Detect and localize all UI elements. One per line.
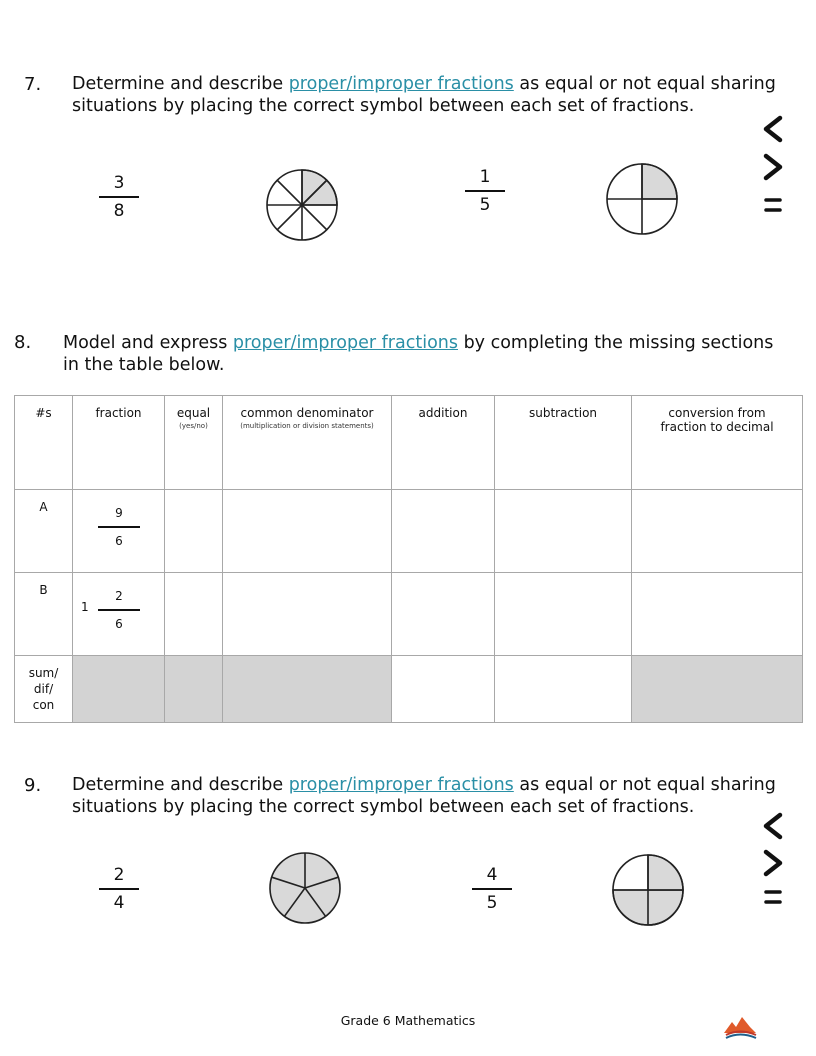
less-than-icon	[766, 118, 780, 140]
table-row	[15, 573, 803, 656]
header-addition: addition	[392, 396, 495, 490]
proper-improper-fractions-link[interactable]: proper/improper fractions	[288, 74, 514, 94]
fraction	[98, 587, 140, 633]
row-a-conversion-cell[interactable]	[632, 490, 803, 573]
question-8-number: 8.	[14, 332, 32, 353]
numerator: 4	[486, 865, 498, 885]
greater-than-icon	[766, 852, 780, 874]
comparison-symbols-2	[760, 811, 786, 917]
header-conversion-label: conversion from fraction to decimal	[660, 406, 774, 434]
q7-fraction-1	[99, 170, 139, 224]
denominator: 4	[113, 893, 125, 913]
summary-subtraction-cell[interactable]	[495, 656, 632, 723]
row-b-common-cell[interactable]	[223, 573, 392, 656]
summary-common-cell	[223, 656, 392, 723]
row-a-equal-cell[interactable]	[165, 490, 223, 573]
less-than-icon	[766, 815, 780, 837]
q7-circle-quarters	[604, 161, 680, 237]
question-7-number: 7.	[24, 74, 42, 95]
row-b-subtraction-cell[interactable]	[495, 573, 632, 656]
denominator: 6	[115, 533, 123, 548]
table-row-summary	[15, 656, 803, 723]
fraction-table	[14, 395, 803, 723]
row-a-addition-cell[interactable]	[392, 490, 495, 573]
header-common-sub: (multiplication or division statements)	[240, 422, 374, 430]
question-8-text-start: Model and express	[63, 333, 233, 353]
header-equal-sub: (yes/no)	[179, 422, 208, 430]
question-8-text	[63, 332, 783, 376]
row-b-fraction	[73, 573, 165, 656]
numerator: 3	[113, 173, 125, 193]
header-conversion	[632, 396, 803, 490]
table-header-row	[15, 396, 803, 490]
row-b-addition-cell[interactable]	[392, 573, 495, 656]
fraction-bar	[98, 526, 140, 528]
row-b-equal-cell[interactable]	[165, 573, 223, 656]
proper-improper-fractions-link[interactable]: proper/improper fractions	[288, 775, 514, 795]
q9-circle-fifths	[267, 850, 343, 926]
question-9-text-start: Determine and describe	[72, 775, 289, 795]
denominator: 8	[113, 201, 125, 221]
numerator: 2	[113, 865, 125, 885]
footer-text: Grade 6 Mathematics	[340, 1013, 476, 1028]
header-equal	[165, 396, 223, 490]
table-row	[15, 490, 803, 573]
summary-conversion-cell	[632, 656, 803, 723]
row-b-conversion-cell[interactable]	[632, 573, 803, 656]
row-label-b: B	[15, 573, 73, 656]
denominator: 5	[479, 195, 491, 215]
numerator: 9	[115, 506, 123, 520]
header-nums: #s	[15, 396, 73, 490]
header-common-label: common denominator	[240, 406, 374, 420]
proper-improper-fractions-link[interactable]: proper/improper fractions	[232, 333, 458, 353]
comparison-symbols-1	[760, 114, 786, 220]
row-a-subtraction-cell[interactable]	[495, 490, 632, 573]
q9-fraction-2	[472, 862, 512, 916]
question-7-text-start: Determine and describe	[72, 74, 289, 94]
question-9-number: 9.	[24, 775, 42, 796]
whole-number: 1	[81, 600, 89, 614]
greater-than-icon	[766, 156, 780, 178]
header-fraction: fraction	[73, 396, 165, 490]
question-8-text-end: by completing the missing sections in the table below.	[63, 333, 774, 375]
summary-equal-cell	[165, 656, 223, 723]
q9-circle-quarters	[610, 852, 686, 928]
row-label-a: A	[15, 490, 73, 573]
header-equal-label: equal	[176, 406, 211, 420]
numerator: 2	[115, 589, 123, 603]
header-common-denominator	[223, 396, 392, 490]
question-9-text-end: as equal or not equal sharing situations by placing the correct symbol between each set of fractions.	[72, 775, 776, 817]
row-a-common-cell[interactable]	[223, 490, 392, 573]
fraction	[98, 504, 140, 550]
q9-fraction-1	[99, 862, 139, 916]
denominator: 5	[486, 893, 498, 913]
q7-circle-eighths	[264, 167, 340, 243]
question-7-text	[72, 73, 782, 117]
fraction-bar	[98, 609, 140, 611]
question-9-text	[72, 774, 782, 818]
summary-fraction-cell	[73, 656, 165, 723]
mountain-logo-icon	[722, 1013, 758, 1039]
denominator: 6	[115, 616, 123, 631]
question-7-text-end: as equal or not equal sharing situations by placing the correct symbol between each set of fractions.	[72, 74, 776, 116]
header-subtraction: subtraction	[495, 396, 632, 490]
q7-fraction-2	[465, 164, 505, 218]
summary-addition-cell[interactable]	[392, 656, 495, 723]
row-a-fraction	[73, 490, 165, 573]
numerator: 1	[479, 167, 491, 187]
row-label-summary: sum/ dif/ con	[15, 656, 73, 723]
